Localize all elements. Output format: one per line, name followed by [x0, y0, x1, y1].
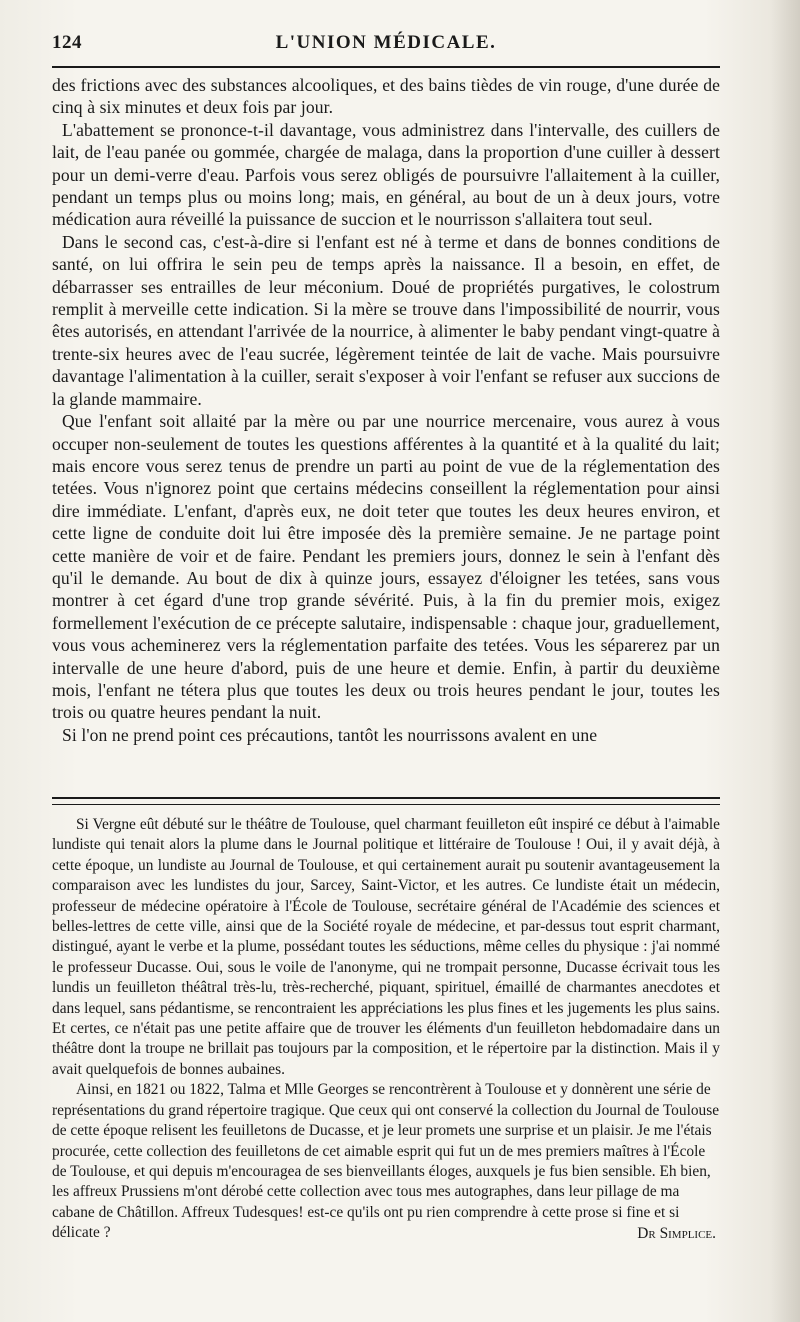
- page-header: [52, 30, 720, 60]
- header-rule: [52, 66, 720, 68]
- main-article: [52, 74, 720, 746]
- article-paragraph: des frictions avec des substances alcooliques, et des bains tièdes de vin rouge, d'une durée de cinq à six minutes et deux fois par jour.: [52, 75, 720, 118]
- feuilleton-paragraph: Si Vergne eût débuté sur le théâtre de Toulouse, quel charmant feuilleton eût inspiré ce début à l'aimable lundiste qui tenait alors la plume dans le Journal politique et littéraire de Toulouse ! Oui, il y avait déjà, à cette époque, un lundiste au Journal de Toulouse, et qui certainement aurait pu soutenir avantageusement la comparaison avec les lundistes du jour, Sarcey, Saint-Victor, et les autres. Ce lundiste était un médecin, professeur de médecine opératoire à l'École de Toulouse, secrétaire général de l'Académie des sciences et belles-lettres de cette ville, ainsi que de la Société royale de médecine, et par-dessus tout esprit charmant, distingué, ayant le verbe et la plume, possédant toutes les séductions, même celles du physique : j'ai nommé le professeur Ducasse. Oui, sous le voile de l'anonyme, qui ne trompait personne, Ducasse écrivait tous les lundis un feuilleton théâtral très-lu, très-recherché, piquant, spirituel, émaillé de charmantes anecdotes et dans lequel, sans pédantisme, se rencontraient les appréciations les plus fines et les jugements les plus sains. Et certes, ce n'était pas une petite affaire que de trouver les éléments d'un feuilleton hebdomadaire dans un théâtre dont la troupe ne brillait pas toujours par la composition, et le répertoire par la distinction. Mais il y avait quelquefois de bonnes aubaines.: [52, 816, 720, 1078]
- feuilleton-separator: [52, 797, 720, 805]
- feuilleton-paragraph: Ainsi, en 1821 ou 1822, Talma et Mlle Georges se rencontrèrent à Toulouse et y donnèrent une série de représentations du grand répertoire tragique. Que ceux qui ont conservé la collection du Journal de Toulouse de cette époque relisent les feuilletons de Ducasse, et je leur promets une surprise et un plaisir. Je me l'étais procurée, cette collection des feuilletons de cet aimable esprit qui fut un de mes premiers maîtres à l'École de Toulouse, et qui depuis m'encouragea de ses bienveillants éloges, auxquels je fus bien sensible. Eh bien, les affreux Prussiens m'ont dérobé cette collection avec tous mes autographes, dans leur pillage de ma cabane de Châtillon. Affreux Tudesques! est-ce qu'ils ont pu rien comprendre à cette prose si fine et si délicate ?: [52, 1081, 720, 1242]
- article-paragraph: L'abattement se prononce-t-il davantage, vous administrez dans l'intervalle, des cuillers de lait, de l'eau panée ou gommée, chargée de malaga, dans la proportion d'une cuiller à dessert pour un demi-verre d'eau. Parfois vous serez obligés de poursuivre l'allaitement à la cuiller, pendant un temps plus ou moins long; mais, en général, au bout de un à deux jours, votre médication aura réveillé la puissance de succion et le nourrisson s'allaitera tout seul.: [52, 119, 720, 230]
- journal-title: L'UNION MÉDICALE.: [275, 32, 497, 53]
- feuilleton-section: [52, 815, 720, 1244]
- author-signature: Dr Simplice.: [637, 1224, 716, 1242]
- article-paragraph: Que l'enfant soit allaité par la mère ou par une nourrice mercenaire, vous aurez à vous occuper non-seulement de toutes les questions afférentes à la quantité et à la qualité du lait; mais encore vous serez tenus de prendre un parti au point de vue de la réglementation des tetées. Vous n'ignorez point que certains médecins conseillent la réglementation pour ainsi dire immédiate. L'enfant, d'après eux, ne doit teter que toutes les deux heures environ, et cette ligne de conduite doit lui être imposée dès la première semaine. Je ne partage point cette manière de voir et de faire. Pendant les premiers jours, donnez le sein à l'enfant dès qu'il le demande. Au bout de dix à quinze jours, essayez d'éloigner les tetées, sans vous montrer à cet égard d'une trop grande sévérité. Puis, à la fin du premier mois, exigez formellement l'exécution de ce précepte salutaire, indispensable : chaque jour, graduellement, vous vous acheminerez vers la réglementation parfaite des tetées. Vous les séparerez par un intervalle de une heure d'abord, puis de une heure et demie. Enfin, à partir du deuxième mois, l'enfant ne tétera plus que toutes les deux ou trois heures pendant le jour, toutes les trois ou quatre heures pendant la nuit.: [52, 411, 720, 723]
- page-edge-shadow: [770, 0, 800, 1322]
- article-paragraph: Si l'on ne prend point ces précautions, tantôt les nourrissons avalent en une: [62, 724, 598, 745]
- article-paragraph: Dans le second cas, c'est-à-dire si l'enfant est né à terme et dans de bonnes conditions de santé, on lui offrira le sein peu de temps après la naissance. Il a besoin, en effet, de débarrasser ses entrailles de leur méconium. Doué de propriétés purgatives, le colostrum remplit à merveille cette indication. Si la mère se trouve dans l'impossibilité de nourrir, vous êtes autorisés, en attendant l'arrivée de la nourrice, à alimenter le baby pendant vingt-quatre à trente-six heures avec de l'eau sucrée, légèrement teintée de lait de vache. Mais poursuivre davantage l'alimentation à la cuiller, serait s'exposer à voir l'enfant se refuser aux succions de la glande mammaire.: [52, 231, 720, 409]
- page-number: 124: [52, 32, 82, 53]
